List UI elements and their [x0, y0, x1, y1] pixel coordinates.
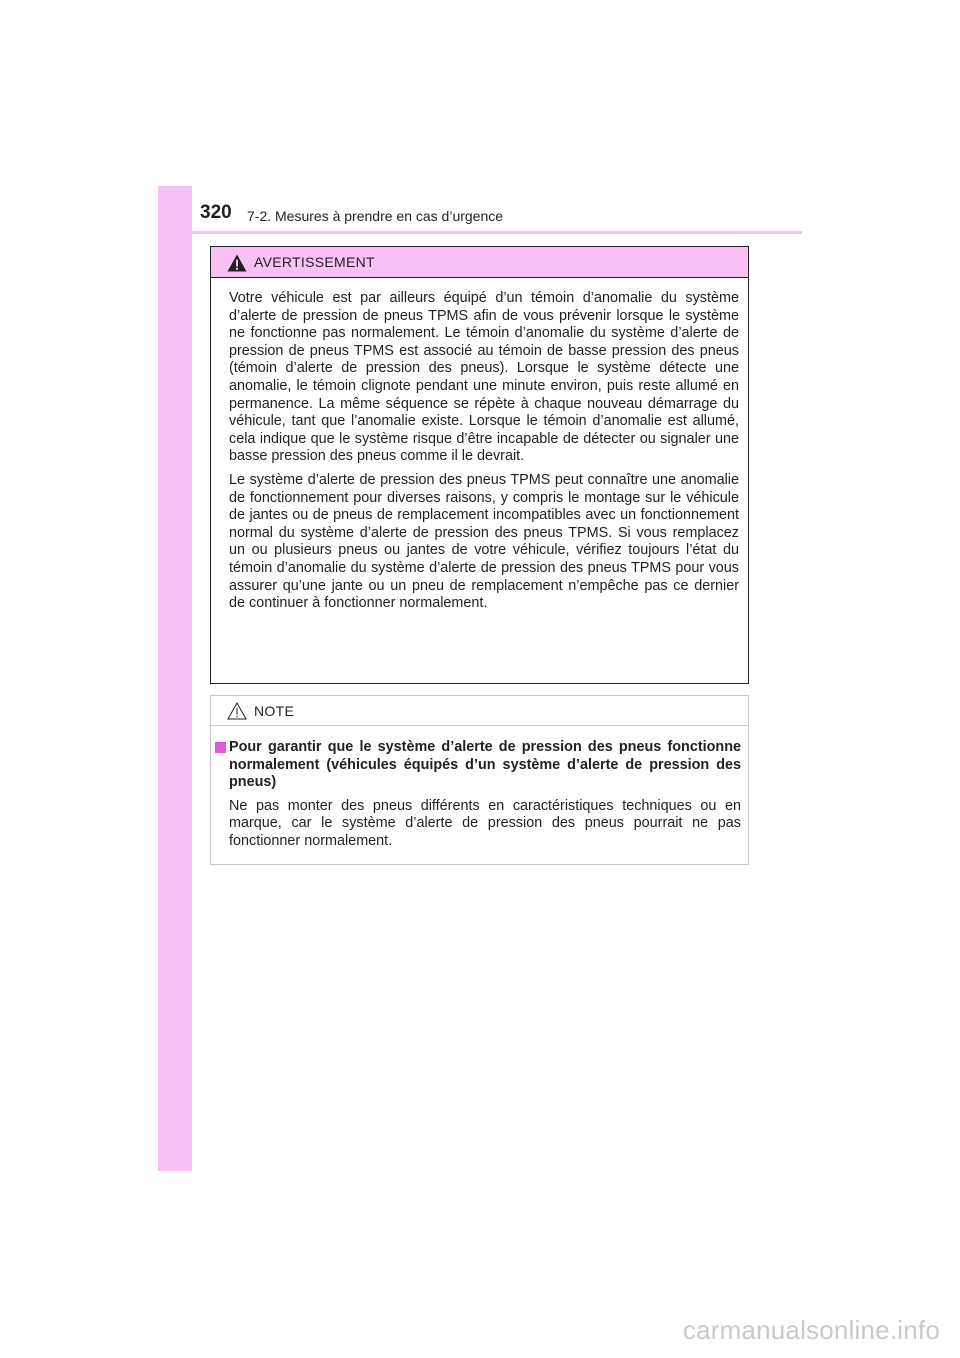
header-rule — [158, 231, 802, 234]
warning-triangle-icon — [227, 254, 247, 272]
warning-label: AVERTISSEMENT — [254, 254, 375, 270]
note-label: NOTE — [254, 703, 295, 719]
side-color-strip — [158, 186, 192, 1171]
note-text: Ne pas monter des pneus différents en caractéristiques techniques ou en marque, car le système d’alerte de pression des pneus pourrait ne pas fonctionner normalement. — [229, 797, 741, 849]
section-title: 7-2. Mesures à prendre en cas d’urgence — [247, 208, 504, 224]
note-heading — [215, 739, 741, 792]
warning-body — [211, 278, 748, 613]
note-heading-text: Pour garantir que le système d’alerte de pression des pneus fonctionne normalement (véhicules équipés d’un système d’alerte de pression des pneus) — [229, 739, 741, 791]
warning-paragraph: Votre véhicule est par ailleurs équipé d’un témoin d’anomalie du système d’alerte de pression de pneus TPMS afin de vous prévenir lorsque le système ne fonctionne pas normalement. Le témoin d’anomalie du système d’alerte de pression de pneus TPMS est associé au témoin de basse pression des pneus (témoin d’alerte de pression des pneus). Lorsque le système détecte une anomalie, le témoin clignote pendant une minute environ, puis reste allumé en permanence. La même séquence se répète à chaque nouveau démarrage du véhicule, tant que l’anomalie existe. Lorsque le témoin d’anomalie est allumé, cela indique que le système risque d’être incapable de détecter ou signaler une basse pression des pneus comme il le devrait. — [229, 290, 739, 465]
square-bullet-icon — [215, 742, 226, 753]
caution-outline-triangle-icon — [227, 702, 247, 720]
watermark: carmanualsonline.info — [682, 1315, 940, 1345]
note-header — [211, 696, 748, 726]
note-box — [210, 695, 749, 865]
note-body — [211, 726, 748, 851]
warning-paragraph: Le système d’alerte de pression des pneus TPMS peut connaître une anomalie de fonctionnement pour diverses raisons, y compris le montage sur le véhicule de jantes ou de pneus de remplacement incompatibles avec un fonctionnement normal du système d’alerte de pression des pneus TPMS. Si vous remplacez un ou plusieurs pneus ou jantes de votre véhicule, vérifiez toujours l’état du témoin d’anomalie du système d’alerte de pression des pneus TPMS pour vous assurer qu’une jante ou un pneu de remplacement n’empêche pas ce dernier de continuer à fonctionner normalement. — [229, 471, 739, 612]
page-number: 320 — [200, 202, 232, 223]
warning-header — [211, 247, 748, 278]
warning-box — [210, 246, 749, 684]
